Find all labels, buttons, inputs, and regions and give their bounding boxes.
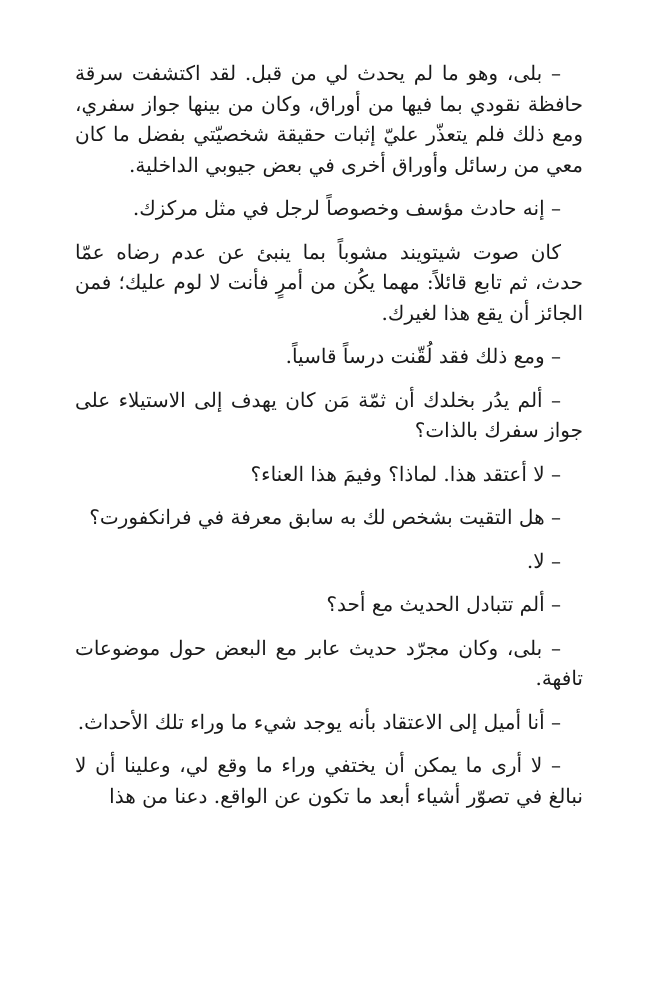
paragraph-6: – لا أعتقد هذا. لماذا؟ وفيمَ هذا العناء؟ xyxy=(250,461,561,486)
paragraph-5: – ألم يدُر بخلدك أن ثمّة مَن كان يهدف إلى الاستيلاء على جواز سفرك بالذات؟ xyxy=(75,387,583,442)
paragraph-4: – ومع ذلك فقد لُقّنت درساً قاسياً. xyxy=(285,344,561,368)
paragraph-3: كان صوت شيتويند مشوباً بما ينبئ عن عدم رضاه عمّا حدث، ثم تابع قائلاً: مهما يكُن من أمرٍ فأنت لا لوم عليك؛ فمن الجائز أن يقع هذا لغيرك. xyxy=(75,239,583,325)
paragraph-1: – بلى، وهو ما لم يحدث لي من قبل. لقد اكتشفت سرقة حافظة نقودي بما فيها من أوراق، وكان من بينها جواز سفري، ومع ذلك فلم يتعذّر عليّ إثبات حقيقة شخصيّتي بفضل ما كان معي من رسائل وأوراق أخرى في بعض جيوبي الداخلية. xyxy=(75,61,583,177)
paragraph-9: – ألم تتبادل الحديث مع أحد؟ xyxy=(326,592,561,616)
paragraph-11: – أنا أميل إلى الاعتقاد بأنه يوجد شيء ما وراء تلك الأحداث. xyxy=(77,709,561,734)
paragraph-12: – لا أرى ما يمكن أن يختفي وراء ما وقع لي، وعلينا أن لا نبالغ في تصوّر أشياء أبعد ما تكون عن الواقع. دعنا من هذا xyxy=(75,753,583,808)
paragraph-10: – بلى، وكان مجرّد حديث عابر مع البعض حول موضوعات تافهة. xyxy=(75,635,583,690)
page-text xyxy=(75,58,583,824)
paragraph-8: – لا. xyxy=(526,548,561,573)
paragraph-2: – إنه حادث مؤسف وخصوصاً لرجل في مثل مركزك. xyxy=(132,196,561,220)
paragraph-7: – هل التقيت بشخص لك به سابق معرفة في فرانكفورت؟ xyxy=(89,505,561,529)
